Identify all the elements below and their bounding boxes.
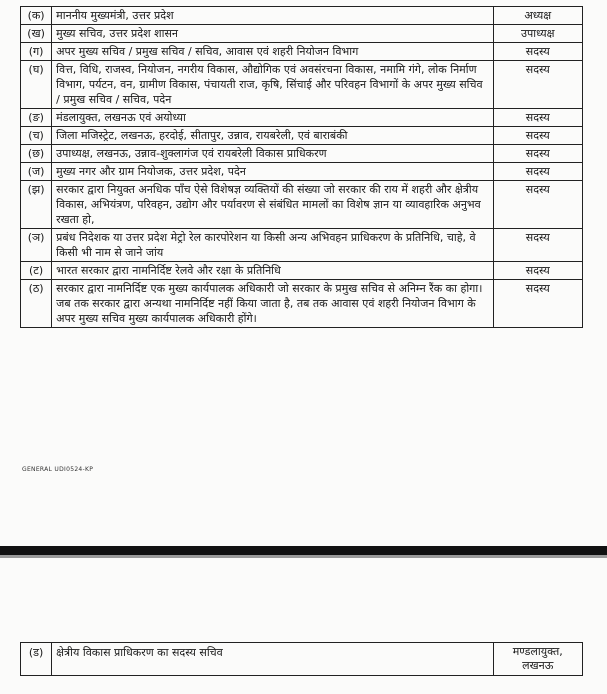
row-description: क्षेत्रीय विकास प्राधिकरण का सदस्य सचिव	[52, 643, 493, 676]
table-row	[21, 145, 583, 163]
row-role	[493, 643, 583, 676]
row-code: (ग)	[21, 43, 52, 61]
row-code: (ज)	[21, 163, 52, 181]
row-role: सदस्य	[493, 163, 583, 181]
row-description: भारत सरकार द्वारा नामनिर्दिष्ट रेलवे और रक्षा के प्रतिनिधि	[52, 262, 493, 280]
row-description: मंडलायुक्त, लखनऊ एवं अयोध्या	[52, 109, 493, 127]
page-separator-bar	[0, 546, 607, 555]
row-role: सदस्य	[493, 181, 583, 229]
row-role: सदस्य	[493, 127, 583, 145]
row-code: (ञ)	[21, 229, 52, 262]
row-role: सदस्य	[493, 229, 583, 262]
row-description: सरकार द्वारा नियुक्त अनधिक पाँच ऐसे विशेषज्ञ व्यक्तियों की संख्या जो सरकार की राय में शहरी और क्षेत्रीय विकास, अभियंत्रण, परिवहन, उद्योग और पर्यावरण से संबंधित मामलों का विशेष ज्ञान या व्यावहारिक अनुभव रखता हो,	[52, 181, 493, 229]
row-role: सदस्य	[493, 280, 583, 328]
table-row	[21, 262, 583, 280]
table-row	[21, 127, 583, 145]
row-code: (ट)	[21, 262, 52, 280]
row-role: सदस्य	[493, 145, 583, 163]
role-line-1: मण्डलायुक्त,	[512, 645, 563, 658]
row-description: मुख्य सचिव, उत्तर प्रदेश शासन	[52, 25, 493, 43]
row-code: (छ)	[21, 145, 52, 163]
row-code: (ठ)	[21, 280, 52, 328]
committee-members-table	[20, 6, 583, 328]
table-row	[21, 280, 583, 328]
table-row	[21, 181, 583, 229]
row-role: सदस्य	[493, 61, 583, 109]
page-separator-shadow	[0, 555, 607, 558]
table-row	[21, 229, 583, 262]
row-code: (ड)	[21, 643, 52, 676]
row-description: सरकार द्वारा नामनिर्दिष्ट एक मुख्य कार्यपालक अधिकारी जो सरकार के प्रमुख सचिव से अनिम्न रैंक का होगा। जब तक सरकार द्वारा अन्यथा नामनिर्दिष्ट नहीं किया जाता है, तब तक आवास एवं शहरी नियोजन विभाग के अपर मुख्य सचिव मुख्य कार्यपालक अधिकारी होंगे।	[52, 280, 493, 328]
row-code: (ङ)	[21, 109, 52, 127]
row-description: अपर मुख्य सचिव / प्रमुख सचिव / सचिव, आवास एवं शहरी नियोजन विभाग	[52, 43, 493, 61]
row-code: (घ)	[21, 61, 52, 109]
row-code: (च)	[21, 127, 52, 145]
row-description: माननीय मुख्यमंत्री, उत्तर प्रदेश	[52, 7, 493, 25]
role-line-2: लखनऊ	[522, 659, 554, 672]
row-role: सदस्य	[493, 109, 583, 127]
row-description: वित्त, विधि, राजस्व, नियोजन, नगरीय विकास, औद्योगिक एवं अवसंरचना विकास, नमामि गंगे, लोक निर्माण विभाग, पर्यटन, वन, ग्रामीण विकास, पंचायती राज, कृषि, सिंचाई और परिवहन विभागों के अपर मुख्य सचिव / प्रमुख सचिव / सचिव, पदेन	[52, 61, 493, 109]
row-role: उपाध्यक्ष	[493, 25, 583, 43]
table-row	[21, 643, 583, 676]
row-code: (झ)	[21, 181, 52, 229]
row-role: सदस्य	[493, 262, 583, 280]
footer-document-code: GENERAL UDI0524-KP	[22, 466, 94, 473]
table-row	[21, 163, 583, 181]
table-row	[21, 43, 583, 61]
committee-members-table-body	[21, 7, 583, 328]
table-row	[21, 25, 583, 43]
row-description: प्रबंध निदेशक या उत्तर प्रदेश मेट्रो रेल कारपोरेशन या किसी अन्य अभिवहन प्राधिकरण के प्रतिनिधि, चाहे, वे किसी भी नाम से जाने जांय	[52, 229, 493, 262]
secretary-table	[20, 642, 583, 676]
table-row	[21, 61, 583, 109]
table-row	[21, 109, 583, 127]
row-description: उपाध्यक्ष, लखनऊ, उन्नाव-शुक्लागंज एवं रायबरेली विकास प्राधिकरण	[52, 145, 493, 163]
table-row	[21, 7, 583, 25]
row-code: (ख)	[21, 25, 52, 43]
row-description: मुख्य नगर और ग्राम नियोजक, उत्तर प्रदेश, पदेन	[52, 163, 493, 181]
row-role: सदस्य	[493, 43, 583, 61]
row-code: (क)	[21, 7, 52, 25]
row-description: जिला मजिस्ट्रेट, लखनऊ, हरदोई, सीतापुर, उन्नाव, रायबरेली, एवं बाराबंकी	[52, 127, 493, 145]
row-role: अध्यक्ष	[493, 7, 583, 25]
